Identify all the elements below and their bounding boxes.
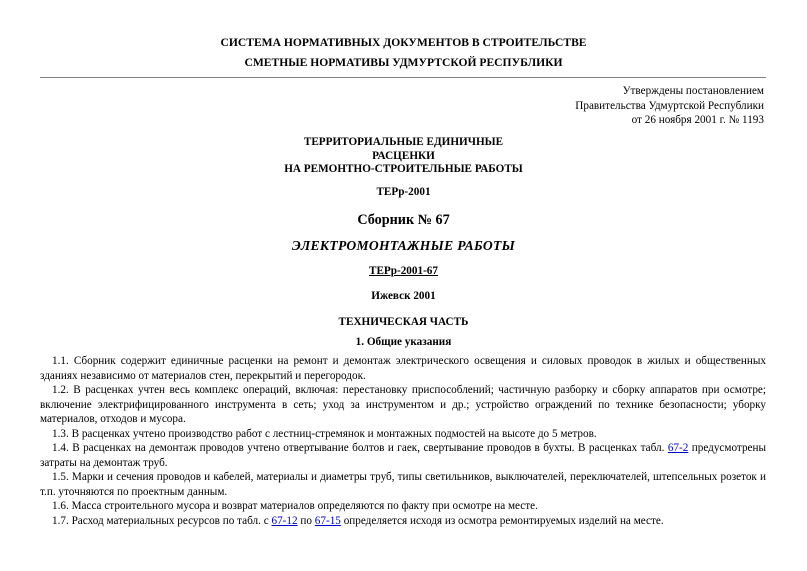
- paragraph-1-5: 1.5. Марки и сечения проводов и кабелей, материалы и диаметры труб, типы светильников, выключателей, переключателей, штепсельных розеток и т.п. уточняются по проектным данным.: [40, 471, 766, 498]
- table-link-67-12[interactable]: 67-12: [271, 514, 298, 527]
- paragraph-1-3: 1.3. В расценках учтено производство работ с лестниц-стремянок и монтажных подмостей на высоте до 5 метров.: [52, 427, 597, 440]
- title-line-2: РАСЦЕНКИ: [372, 149, 435, 162]
- paragraph-1-2: 1.2. В расценках учтен весь комплекс операций, включая: перестановку приспособлений; частичную разборку и сборку аппаратов при осмотре; включение электрифицированного инструмента в сеть; уход за инструментом и др.; устройство ограждений по технике безопасности; уборку материалов, отходов и мусора.: [40, 384, 766, 425]
- table-link-67-2[interactable]: 67-2: [667, 442, 689, 454]
- paragraph-1-4-text-a: 1.4. В расценках на демонтаж проводов учтено отвертывание болтов и гаек, свертывание проводов в бухты. В расценках табл.: [52, 442, 668, 454]
- paragraph-1-7-text-a: 1.7. Расход материальных ресурсов по табл. с: [52, 514, 272, 527]
- paragraph-1-6: 1.6. Масса строительного мусора и возврат материалов определяются по факту при осмотре на месте.: [52, 500, 538, 512]
- paragraph-1-4-text-b: предусмотрены затраты на демонтаж труб.: [40, 442, 767, 469]
- general-instructions: [40, 354, 766, 528]
- approval-block: [575, 84, 764, 128]
- header-norms-title: СМЕТНЫЕ НОРМАТИВЫ УДМУРТСКОЙ РЕСПУБЛИКИ: [244, 56, 563, 69]
- paragraph-1-7-text-b: определяется исходя из осмотра ремонтируемых изделий на месте.: [340, 514, 664, 527]
- paragraph-1-7-text-mid: по: [297, 514, 315, 527]
- works-title: ЭЛЕКТРОМОНТАЖНЫЕ РАБОТЫ: [291, 238, 516, 253]
- paragraph-1-7: [40, 514, 766, 529]
- collection-code: ТЕРр-2001-67: [369, 265, 438, 277]
- title-line-3: НА РЕМОНТНО-СТРОИТЕЛЬНЫЕ РАБОТЫ: [284, 163, 523, 175]
- header-system-title: СИСТЕМА НОРМАТИВНЫХ ДОКУМЕНТОВ В СТРОИТЕЛЬСТВЕ: [220, 36, 587, 49]
- city-year: Ижевск 2001: [371, 290, 436, 302]
- collection-number: Сборник № 67: [357, 212, 450, 228]
- title-line-1: ТЕРРИТОРИАЛЬНЫЕ ЕДИНИЧНЫЕ: [303, 136, 504, 148]
- section-title: ТЕХНИЧЕСКАЯ ЧАСТЬ: [338, 316, 469, 328]
- paragraph-1-4: [40, 441, 766, 470]
- approval-line-3: от 26 ноября 2001 г. № 1193: [631, 114, 764, 126]
- approval-line-2: Правительства Удмуртской Республики: [575, 99, 764, 112]
- document-title: [0, 136, 807, 177]
- table-link-67-15[interactable]: 67-15: [314, 514, 341, 527]
- paragraph-1-1: 1.1. Сборник содержит единичные расценки на ремонт и демонтаж электрического освещения и силовых проводок в жилых и общественных зданиях независимо от материалов стен, перекрытий и перегородок.: [40, 355, 766, 382]
- section-subtitle: 1. Общие указания: [355, 336, 452, 348]
- header-divider: [40, 77, 766, 78]
- document-code: ТЕРр-2001: [376, 186, 431, 198]
- approval-line-1: Утверждены постановлением: [622, 85, 764, 97]
